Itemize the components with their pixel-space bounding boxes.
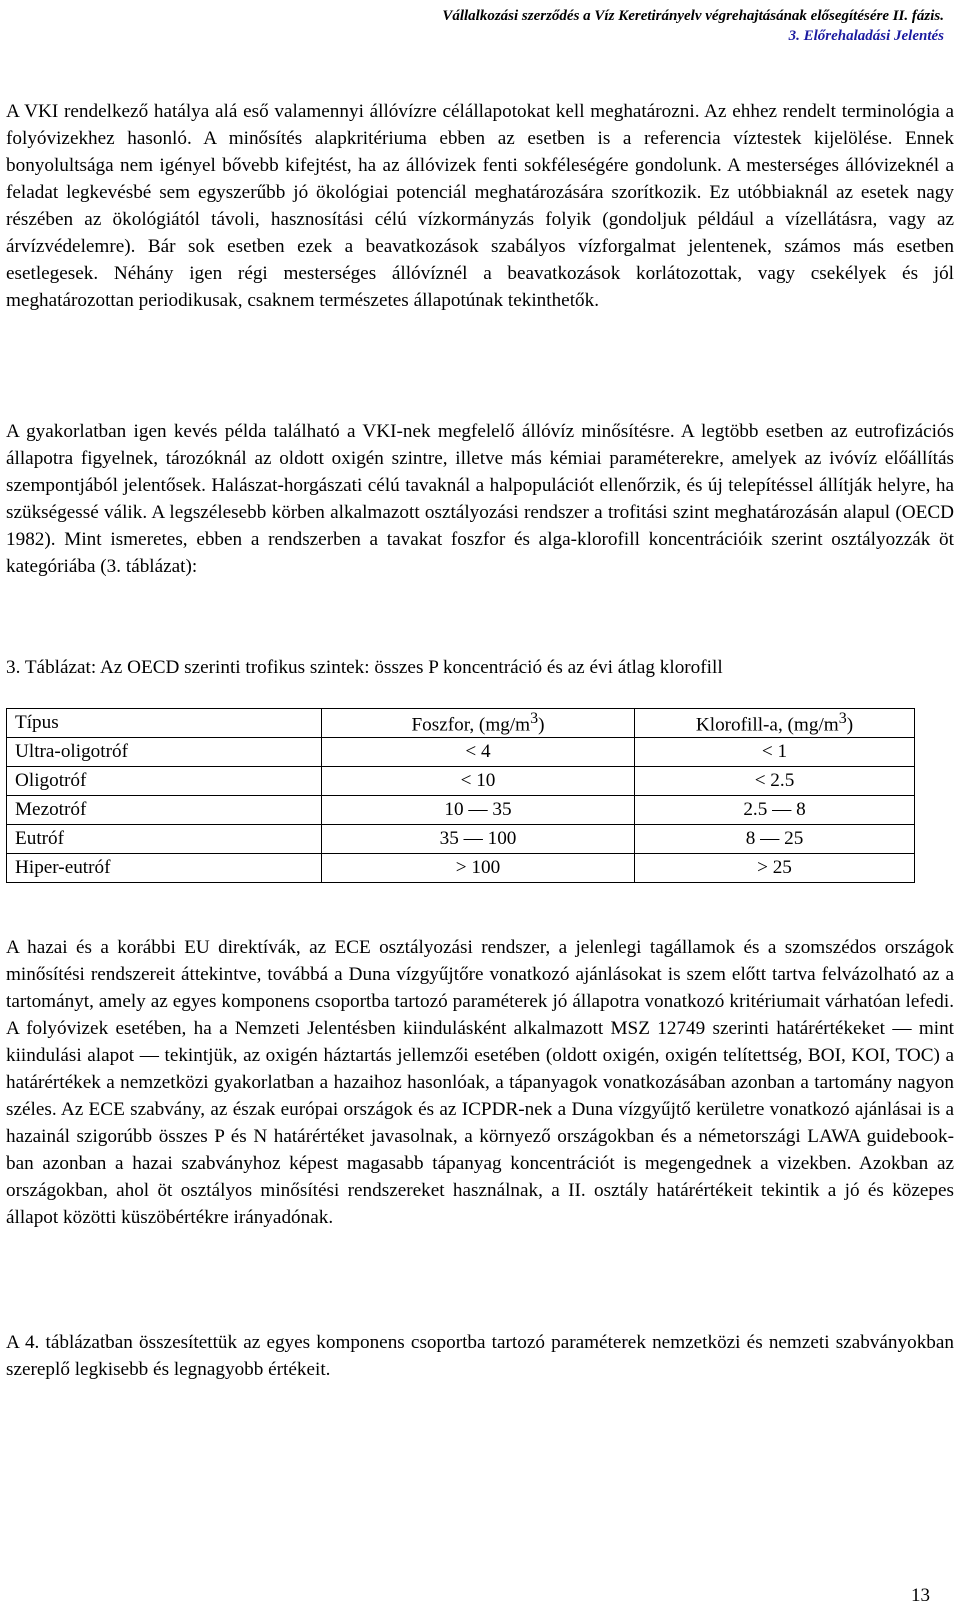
header-chlorophyll-exp: 3 <box>838 709 847 727</box>
cell-phosphorus: 35 — 100 <box>322 825 635 854</box>
header-phosphorus-label: Foszfor, (mg/m <box>411 714 531 736</box>
cell-phosphorus: < 10 <box>322 767 635 796</box>
header-chlorophyll-label: Klorofill-a, (mg/m <box>695 714 839 736</box>
table-row <box>7 796 915 825</box>
header-phosphorus-close: ) <box>538 714 545 736</box>
trophic-table <box>6 708 915 883</box>
cell-phosphorus: 10 — 35 <box>322 796 635 825</box>
cell-type: Eutróf <box>7 825 322 854</box>
table-row <box>7 738 915 767</box>
header-title: Vállalkozási szerződés a Víz Keretirányelv végrehajtásának elősegítésére II. fázis. <box>442 8 944 24</box>
cell-type: Ultra-oligotróf <box>7 738 322 767</box>
cell-chlorophyll: 2.5 — 8 <box>635 796 915 825</box>
paragraph-table4-intro: A 4. táblázatban összesítettük az egyes komponens csoportba tartozó paraméterek nemzetközi és nemzeti szabványokban szereplő legkisebb és legnagyobb értékeit. <box>6 1332 954 1380</box>
table-row <box>7 854 915 883</box>
paragraph-practice: A gyakorlatban igen kevés példa található a VKI-nek megfelelő állóvíz minősítésre. A legtöbb esetben az eutrofizációs állapotra figyelnek, tározóknál az oldott oxigén szintre, illetve más kémiai paraméterekre, amelyek az ivóvíz előállítás szempontjából jelentősek. Halászat-horgászati célú tavaknál a halpopulációt ellenőrzik, és új telepítéssel állítják helyre, ha szükségessé válik. A legszélesebb körben alkalmazott osztályozási rendszer a trofitási szint meghatározásán alapul (OECD 1982). Mint ismeretes, ebben a rendszerben a tavakat foszfor és alga-klorofill koncentrációik szerint osztályozzák öt kategóriába (3. táblázat): <box>6 421 954 577</box>
header-cell-phosphorus <box>322 709 635 738</box>
header-subtitle: 3. Előrehaladási Jelentés <box>788 28 944 44</box>
cell-phosphorus: < 4 <box>322 738 635 767</box>
header-cell-chlorophyll <box>635 709 915 738</box>
cell-type: Hiper-eutróf <box>7 854 322 883</box>
header-chlorophyll-close: ) <box>846 714 854 736</box>
cell-chlorophyll: > 25 <box>635 854 915 883</box>
table-header-row <box>7 709 915 738</box>
table-row <box>7 767 915 796</box>
cell-phosphorus: > 100 <box>322 854 635 883</box>
table-caption: 3. Táblázat: Az OECD szerinti trofikus szintek: összes P koncentráció és az évi átlag klorofill <box>6 657 723 678</box>
paragraph-directives: A hazai és a korábbi EU direktívák, az ECE osztályozási rendszer, a jelenlegi tagállamok és a szomszédos országok minősítési rendszereit áttekintve, továbbá a Duna vízgyűjtőre vonatkozó ajánlásokat is szem előtt tartva felvázolható az a tartományt, amely az egyes komponens csoportba tartozó paraméterek jó állapotra vonatkozó kritériumait várhatóan lefedi. A folyóvizek esetében, ha a Nemzeti Jelentésben kiindulásként alkalmazott MSZ 12749 szerinti határértékeket — mint kiindulási alapot — tekintjük, az oxigén háztartás jellemzői esetében (oldott oxigén, oxigén telítettség, BOI, KOI, TOC) a határértékek a nemzetközi gyakorlatban a hazaihoz hasonlóak, a tápanyagok vonatkozásában azonban a tartomány nagyon széles. Az ECE szabvány, az észak európai országok és az ICPDR-nek a Duna vízgyűjtő kerületre vonatkozó ajánlásai is a hazainál szigorúbb összes P és N határértéket javasolnak, a környező országokban és a németországi LAWA guidebook-ban azonban a hazai szabványhoz képest magasabb tápanyag koncentrációt is megengednek a vizekben. Azokban az országokban, ahol öt osztályos minősítési rendszereket használnak, a II. osztály határértékeit tekintik a jó és közepes állapot közötti küszöbértékre irányadónak. <box>6 937 954 1228</box>
cell-chlorophyll: 8 — 25 <box>635 825 915 854</box>
running-header <box>442 6 944 46</box>
cell-type: Mezotróf <box>7 796 322 825</box>
page-number: 13 <box>911 1585 930 1606</box>
paragraph-standing-waters: A VKI rendelkező hatálya alá eső valamennyi állóvízre célállapotokat kell meghatározni. Az ehhez rendelt terminológia a folyóvizekhez hasonló. A minősítés alapkritériuma ebben az esetben is a referencia víztestek kijelölése. Ennek bonyolultsága nem igényel bővebb kifejtést, ha az állóvizek fenti sokféleségére gondolunk. A mesterséges állóvizeknél a feladat legkevésbé sem egyszerűbb jó ökológiai potenciál meghatározására szorítkozik. Ez utóbbiaknál az esetek nagy részében az ökológiától távoli, hasznosítási célú vízkormányzás folyik (gondoljuk például a vízellátásra, vagy az árvízvédelemre). Bár sok esetben ezek a beavatkozások szabályos vízforgalmat jelentenek, számos más esetben esetlegesek. Néhány igen régi mesterséges állóvíznél a beavatkozások korlátozottak, vagy csekélyek és jól meghatározottan periodikusak, csaknem természetes állapotúnak tekinthetők. <box>6 101 954 311</box>
cell-chlorophyll: < 1 <box>635 738 915 767</box>
cell-type: Oligotróf <box>7 767 322 796</box>
table-row <box>7 825 915 854</box>
header-cell-type: Típus <box>7 709 322 738</box>
cell-chlorophyll: < 2.5 <box>635 767 915 796</box>
header-phosphorus-exp: 3 <box>530 709 539 727</box>
